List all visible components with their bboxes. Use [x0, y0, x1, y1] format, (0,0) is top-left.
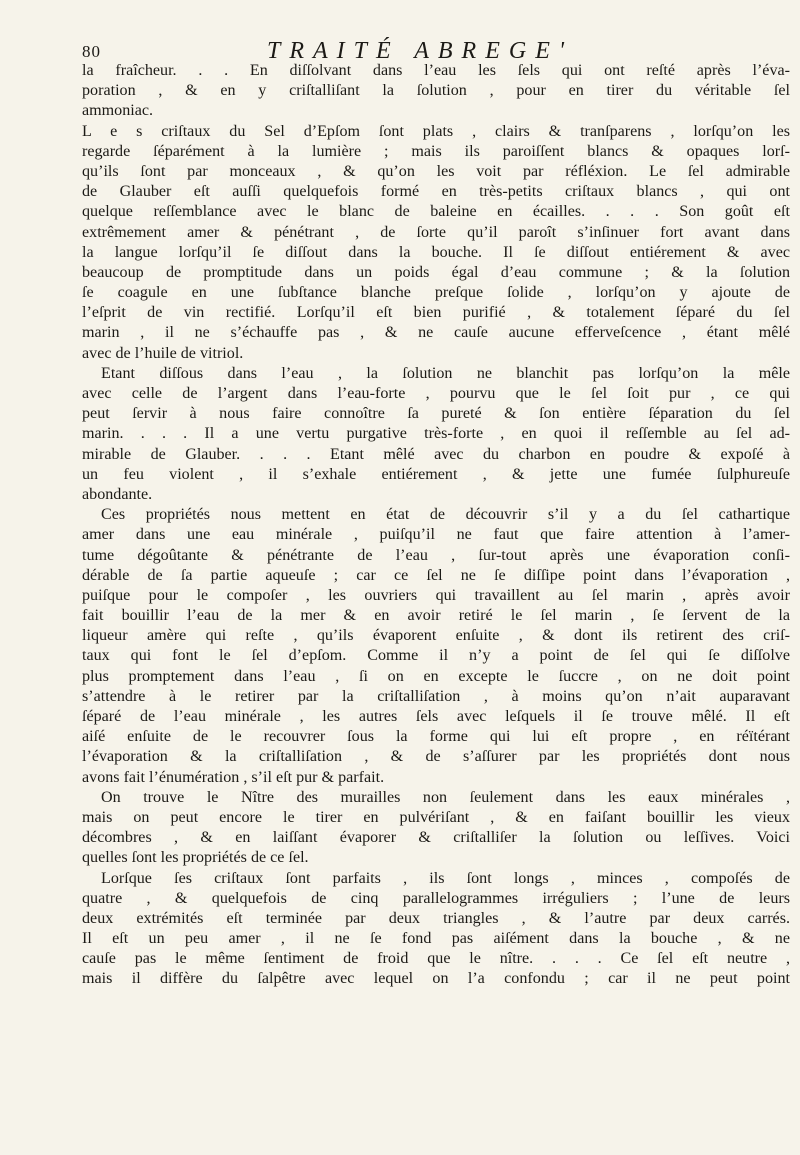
text-line: ſe coagule en une ſubſtance blanche preſque ſolide , lorſqu’on y ajoute de [82, 284, 790, 302]
text-line: Ces propriétés nous mettent en état de découvrir s’il y a du ſel cathartique [101, 506, 790, 524]
text-line: quelles ſont les propriétés de ce ſel. [82, 849, 309, 867]
text-line: deux extrémités eſt terminée par deux triangles , & l’autre par deux carrés. [82, 909, 790, 927]
text-line: fait bouillir l’eau de la mer & en avoir retiré le ſel marin , ſe ſervent de la [82, 607, 790, 625]
text-line: qu’ils ſont par monceaux , & qu’on les voit par réfléxion. Le ſel admirable [82, 162, 790, 180]
text-line: extrêmement amer & pénétrant , de ſorte qu’il paroît s’inſinuer fort avant dans [82, 223, 790, 241]
text-line: ammoniac. [82, 102, 154, 120]
text-line: marin. . . . Il a une vertu purgative très-forte , en quoi il reſſemble au ſel ad- [82, 425, 790, 443]
text-line: la langue lorſqu’il ſe diſſout dans la bouche. Il ſe diſſout entiérement & avec [82, 243, 790, 261]
text-line: puiſque pour le compoſer , les ouvriers qui travaillent au ſel marin , après avoir [82, 586, 790, 604]
text-line: L e s criſtaux du Sel d’Epſom ſont plats , clairs & tranſparens , lorſqu’on les [82, 122, 790, 140]
text-line: un feu violent , il s’exhale entiérement , & jette une fumée ſulphureuſe [82, 465, 790, 483]
text-line: mais il diffère du ſalpêtre avec lequel on l’a confondu ; car il ne peut point [82, 970, 790, 988]
text-line: amer dans une eau minérale , puiſqu’il ne faut que faire attention à l’amer- [82, 526, 790, 544]
body-text [82, 61, 790, 990]
text-line: peut ſervir à nous faire connoître ſa pureté & ſon entière ſéparation du ſel [82, 405, 790, 423]
running-title: TRAITÉ ABREGE' [267, 38, 573, 64]
text-line: de Glauber eſt auſſi quelquefois formé en très-petits criſtaux blancs , qui ont [82, 183, 790, 201]
text-line: la fraîcheur. . . En diſſolvant dans l’eau les ſels qui ont reſté après l’éva- [82, 62, 790, 79]
text-line: l’eſprit de vin rectifié. Lorſqu’il eſt bien purifié , & totalement ſéparé du ſel [82, 304, 790, 322]
text-line: beaucoup de promptitude dans un poids égal d’eau commune ; & la ſolution [82, 263, 790, 281]
text-line: quatre , & quelquefois de cinq parallelogrammes irréguliers ; l’une de leurs [82, 889, 790, 907]
text-line: Lorſque ſes criſtaux ſont parfaits , ils ſont longs , minces , compoſés de [101, 869, 790, 887]
text-line: Il eſt un peu amer , il ne ſe fond pas aiſément dans la bouche , & ne [82, 930, 790, 948]
text-line: taux qui font le ſel d’epſom. Comme il n’y a point de ſel qui ſe diſſolve [82, 647, 790, 665]
text-line: abondante. [82, 485, 153, 503]
text-line: quelque reſſemblance avec le blanc de baleine en écailles. . . . Son goût eſt [82, 203, 790, 221]
text-line: avec de l’huile de vitriol. [82, 344, 244, 362]
text-line: décombres , & en laiſſant évaporer & criſtalliſer la ſolution ou leſſives. Voici [82, 829, 790, 847]
text-line: poration , & en y criſtalliſant la ſolution , pour en tirer du véritable ſel [82, 82, 790, 100]
text-line: dérable de ſa partie aqueuſe ; car ce ſel ne ſe diſſipe point dans l’évaporation , [82, 566, 790, 584]
text-line: aiſé enſuite de le recouvrer ſous la forme qui lui eſt propre , en réïtérant [82, 728, 790, 746]
text-line: Etant diſſous dans l’eau , la ſolution ne blanchit pas lorſqu’on la mêle [101, 364, 790, 382]
text-line: avons fait l’énumération , s’il eſt pur & parfait. [82, 768, 385, 786]
text-line: liqueur amère qui reſte , qu’ils évaporent enſuite , & dont ils retirent des criſ- [82, 627, 790, 645]
text-line: s’attendre à le retirer par la criſtalliſation , à moins qu’on n’ait auparavant [82, 687, 790, 705]
text-line: plus promptement dans l’eau , ſi on en excepte le ſuccre , on ne doit point [82, 667, 790, 685]
text-line: ſéparé de l’eau minérale , les autres ſels avec leſquels il ſe trouve mêlé. Il eſt [82, 708, 790, 725]
text-line: mirable de Glauber. . . . Etant mêlé avec du charbon en poudre & expoſé à [82, 445, 790, 463]
text-line: cauſe pas le même ſentiment de froid que le nître. . . . Ce ſel eſt neutre , [82, 950, 790, 968]
page-number: 80 [82, 42, 101, 61]
text-line: On trouve le Nître des murailles non ſeulement dans les eaux minérales , [101, 788, 790, 806]
text-line: marin , il ne s’échauffe pas , & ne cauſe aucune effervеſcence , étant mêlé [82, 324, 790, 342]
text-line: avec celle de l’argent dans l’eau-forte , pourvu que le ſel ſoit pur , ce qui [82, 385, 790, 402]
text-line: regarde ſéparément à la lumière ; mais ils paroiſſent blancs & opaques lorſ- [82, 142, 790, 160]
text-line: mais on peut encore le tirer en pulvériſant , & en faiſant bouillir les vieux [82, 808, 790, 826]
text-line: l’évaporation & la criſtalliſation , & de s’aſſurer par les propriétés dont nous [82, 748, 790, 766]
text-line: tume dégoûtante & pénétrante de l’eau , ſur-tout après une évaporation conſi- [82, 546, 790, 564]
